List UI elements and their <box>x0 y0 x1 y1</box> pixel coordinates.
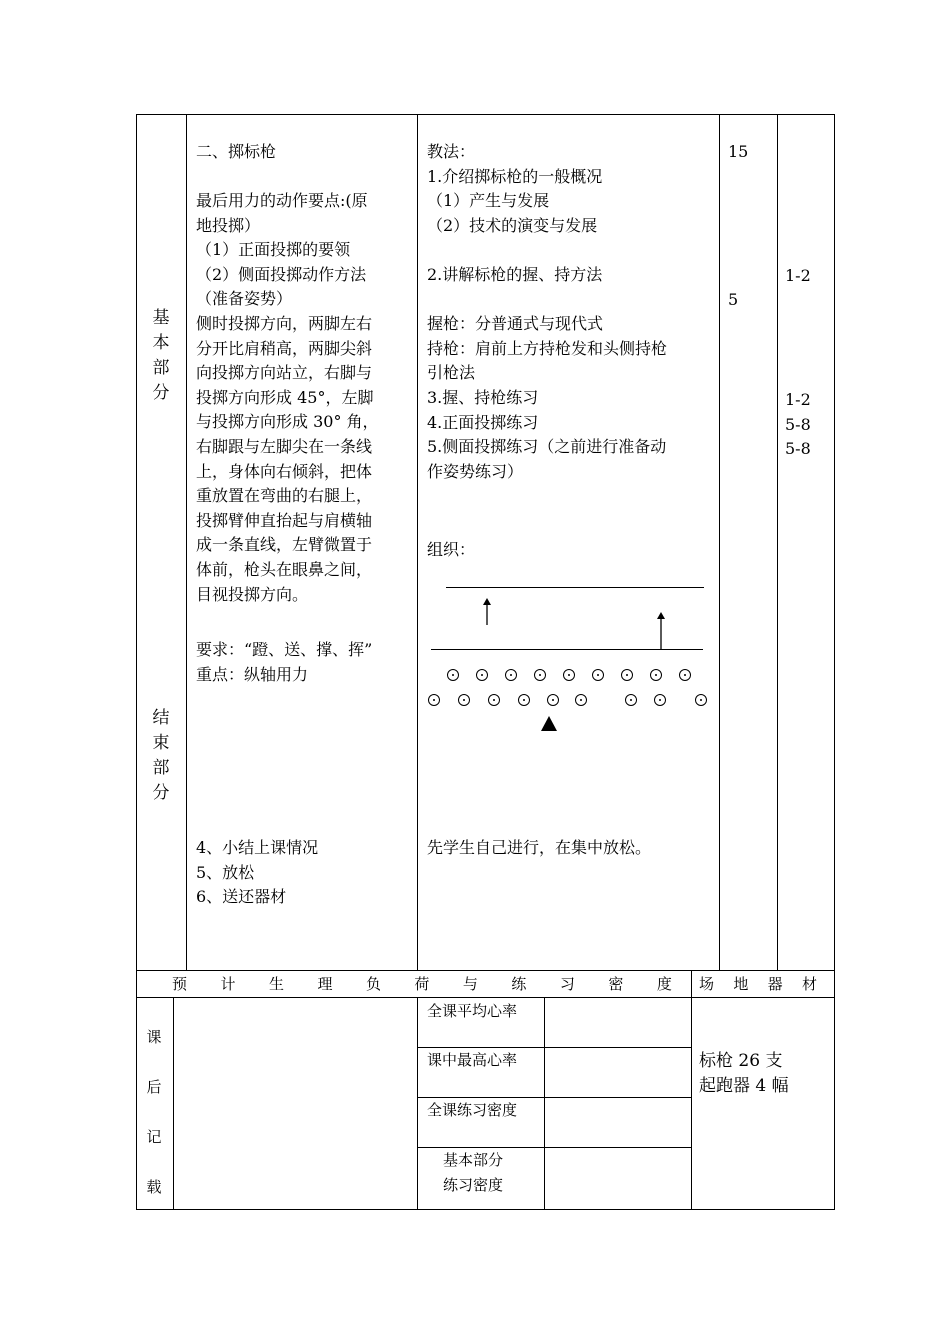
sets-value: 1-2 <box>785 266 811 285</box>
student-icon <box>547 694 559 706</box>
col-divider <box>186 114 187 970</box>
col-divider <box>173 997 174 1209</box>
row-divider <box>136 970 834 971</box>
content-end-items: 4、小结上课情况 5、放松 6、送还器材 <box>196 838 319 907</box>
student-icon <box>488 694 500 706</box>
end-method-text: 先学生自己进行，在集中放松。 <box>427 838 652 857</box>
student-icon <box>563 669 575 681</box>
col-divider <box>544 997 545 1209</box>
student-icon <box>534 669 546 681</box>
content-body: 最后用力的动作要点:(原 地投掷） （1）正面投掷的要领 （2）侧面投掷动作方法 （准备姿势） 侧时投掷方向，两脚左右 分开比肩稍高，两脚尖斜 向投掷方向站立，右脚与 投掷方向形成 45°，左脚 与投掷方向形成 30° 角， 右脚跟与左脚尖在一条线 上，身体向右倾斜，把体 重放置在弯曲的右腿上， 投掷臂伸直抬起与肩横轴 成一条直线，左臂微置于 体前，枪头在眼鼻之间， 目视投掷方向。 <box>196 191 379 604</box>
row-divider <box>136 997 834 998</box>
student-icon <box>575 694 587 706</box>
section-label-end: 结 束 部 分 <box>152 708 170 803</box>
student-icon <box>476 669 488 681</box>
method-text: 教法： 1.介绍掷标枪的一般概况 （1）产生与发展 （2）技术的演变与发展 2.讲解标枪的握、持方法 握枪：分普通式与现代式 持枪：肩前上方持枪发和头侧持枪 引枪法 3.握、持枪练习 4.正面投掷练习 5.侧面投掷练习（之前进行准备动 作姿势练习） <box>427 142 668 481</box>
col-divider <box>691 970 692 1209</box>
student-icon <box>518 694 530 706</box>
metric-basic-practice-density: 基本部分 练习密度 <box>443 1151 504 1194</box>
col-divider <box>777 114 778 970</box>
organization-label: 组织： <box>427 540 476 559</box>
metric-max-heart-rate: 课中最高心率 <box>427 1051 518 1069</box>
student-icon <box>654 694 666 706</box>
after-class-record-label: 课 后 记 载 <box>146 1028 162 1196</box>
student-icon <box>695 694 707 706</box>
equipment-list: 标枪 26 支 起跑器 4 幅 <box>699 1051 789 1096</box>
student-icon <box>650 669 662 681</box>
col-divider <box>719 114 720 970</box>
col-divider <box>417 114 418 970</box>
student-icon <box>679 669 691 681</box>
table-top-border <box>136 114 834 115</box>
throw-line <box>446 587 704 588</box>
arrow-up-icon <box>480 597 494 627</box>
student-icon <box>592 669 604 681</box>
table-right-border <box>834 114 835 1209</box>
equipment-header: 场 地 器 材 <box>699 975 817 993</box>
load-density-header: 预 计 生 理 负 荷 与 练 习 密 度 <box>172 975 672 993</box>
organization-diagram <box>418 575 718 745</box>
student-icon <box>428 694 440 706</box>
time-value: 5 <box>728 290 739 309</box>
time-value: 15 <box>728 142 749 161</box>
metric-practice-density: 全课练习密度 <box>427 1101 518 1119</box>
arrow-up-icon <box>654 611 668 651</box>
student-icon <box>458 694 470 706</box>
student-icon <box>621 669 633 681</box>
col-divider <box>417 997 418 1209</box>
content-requirements: 要求：“蹬、送、撑、挥” 重点：纵轴用力 <box>196 640 373 684</box>
table-left-border <box>136 114 137 1209</box>
student-icon <box>505 669 517 681</box>
content-title: 二、掷标枪 <box>196 142 277 161</box>
student-icon <box>447 669 459 681</box>
sets-value: 1-2 5-8 5-8 <box>785 390 811 459</box>
section-label-basic: 基 本 部 分 <box>152 308 170 403</box>
student-icon <box>625 694 637 706</box>
teacher-triangle-icon <box>540 715 558 732</box>
table-bottom-border <box>136 1209 835 1210</box>
metric-avg-heart-rate: 全课平均心率 <box>427 1002 518 1020</box>
